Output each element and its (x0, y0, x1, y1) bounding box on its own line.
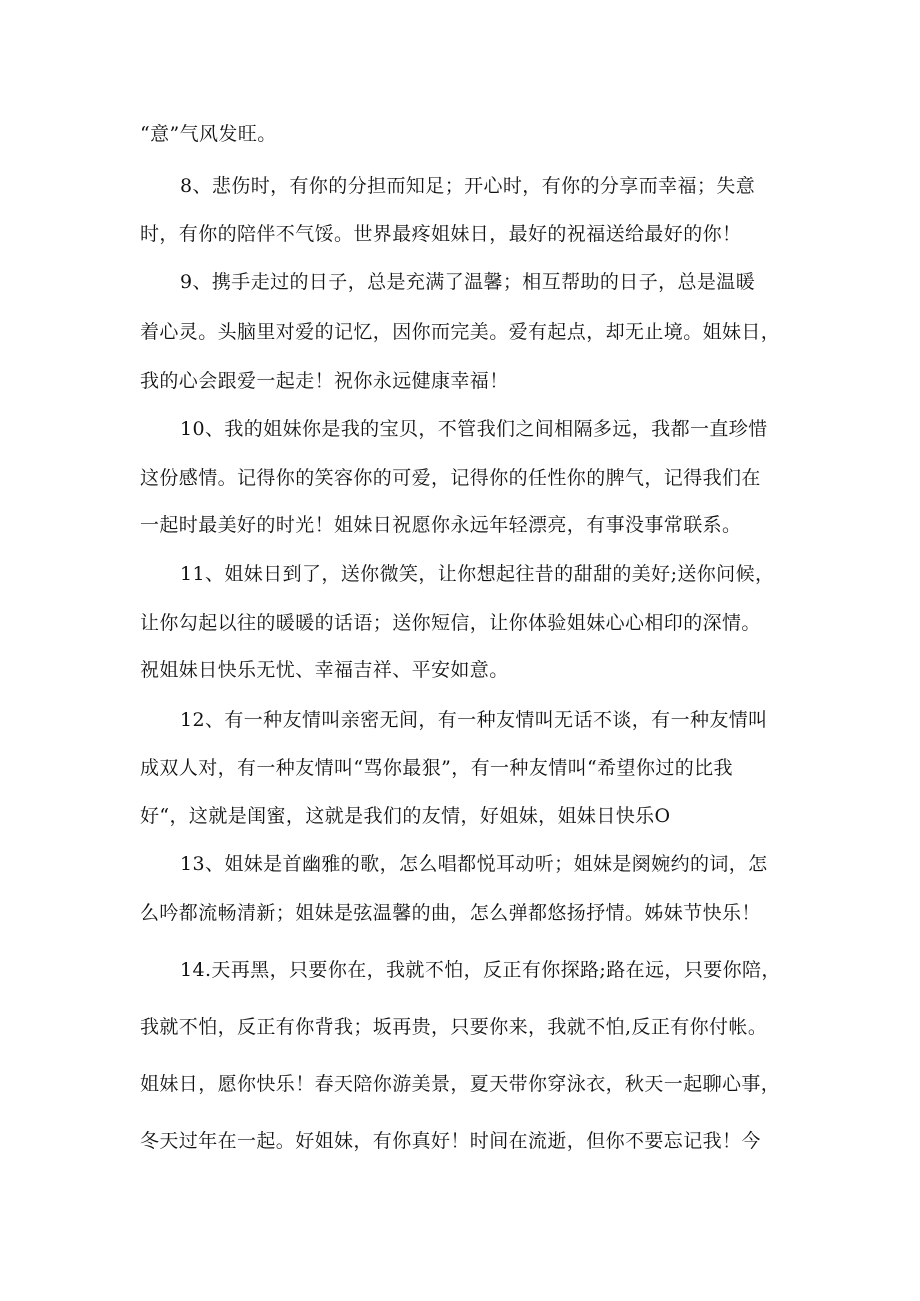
text-line-17: 么吟都流畅清新；姐妹是弦温馨的曲，怎么弹都悠扬抒情。姊妹节快乐！ (140, 902, 761, 924)
text-line-3: 时，有你的陪伴不气馁。世界最疼姐妹日，最好的祝福送给最好的你！ (140, 223, 742, 245)
text-line-19: 我就不怕，反正有你背我；坂再贵，只要你来，我就不怕,反正有你付帐。 (140, 1016, 768, 1038)
text-line-9: 一起时最美好的时光！姐妹日祝愿你永远年轻漂亮，有事没事常联系。 (140, 514, 742, 536)
text-line-11: 让你勾起以往的暖暖的话语；送你短信，让你体验姐妹心心相印的深情。 (140, 612, 761, 634)
text-line-13: 12、有一种友情叫亲密无间，有一种友情叫无话不谈，有一种友情叫 (180, 709, 768, 731)
text-line-4: 9、携手走过的日子，总是充满了温馨；相互帮助的日子，总是温暖 (180, 271, 756, 293)
text-line-18: 14.天再黑，只要你在，我就不怕，反正有你探路;路在远，只要你陪， (180, 959, 781, 981)
text-line-5: 着心灵。头脑里对爱的记忆，因你而完美。爱有起点，却无止境。姐妹日， (140, 321, 781, 343)
text-line-2: 8、悲伤时，有你的分担而知足；开心时，有你的分享而幸福；失意 (180, 175, 756, 197)
text-line-7: 10、我的姐妹你是我的宝贝，不管我们之间相隔多远，我都一直珍惜 (180, 418, 768, 440)
text-line-12: 祝姐妹日快乐无忧、幸福吉祥、平安如意。 (140, 659, 509, 681)
text-line-10: 11、姐妹日到了，送你微笑，让你想起往昔的甜甜的美好;送你问候， (180, 563, 775, 585)
text-line-16: 13、姐妹是首幽雅的歌，怎么唱都悦耳动听；姐妹是阕婉约的词，怎 (180, 853, 768, 875)
text-line-6: 我的心会跟爱一起走！祝你永远健康幸福！ (140, 370, 509, 392)
text-line-15: 好“，这就是闺蜜，这就是我们的友情，好姐妹，姐妹日快乐O (140, 805, 671, 827)
text-line-20: 姐妹日，愿你快乐！春天陪你游美景，夏天带你穿泳衣，秋天一起聊心事， (140, 1073, 781, 1095)
text-line-21: 冬天过年在一起。好姐妹，有你真好！时间在流逝，但你不要忘记我！今 (140, 1130, 761, 1152)
text-line-1: “意”气风发旺。 (140, 123, 277, 145)
text-line-8: 这份感情。记得你的笑容你的可爱，记得你的任性你的脾气，记得我们在 (140, 467, 761, 489)
text-line-14: 成双人对，有一种友情叫“骂你最狠”，有一种友情叫“希望你过的比我 (140, 757, 733, 779)
